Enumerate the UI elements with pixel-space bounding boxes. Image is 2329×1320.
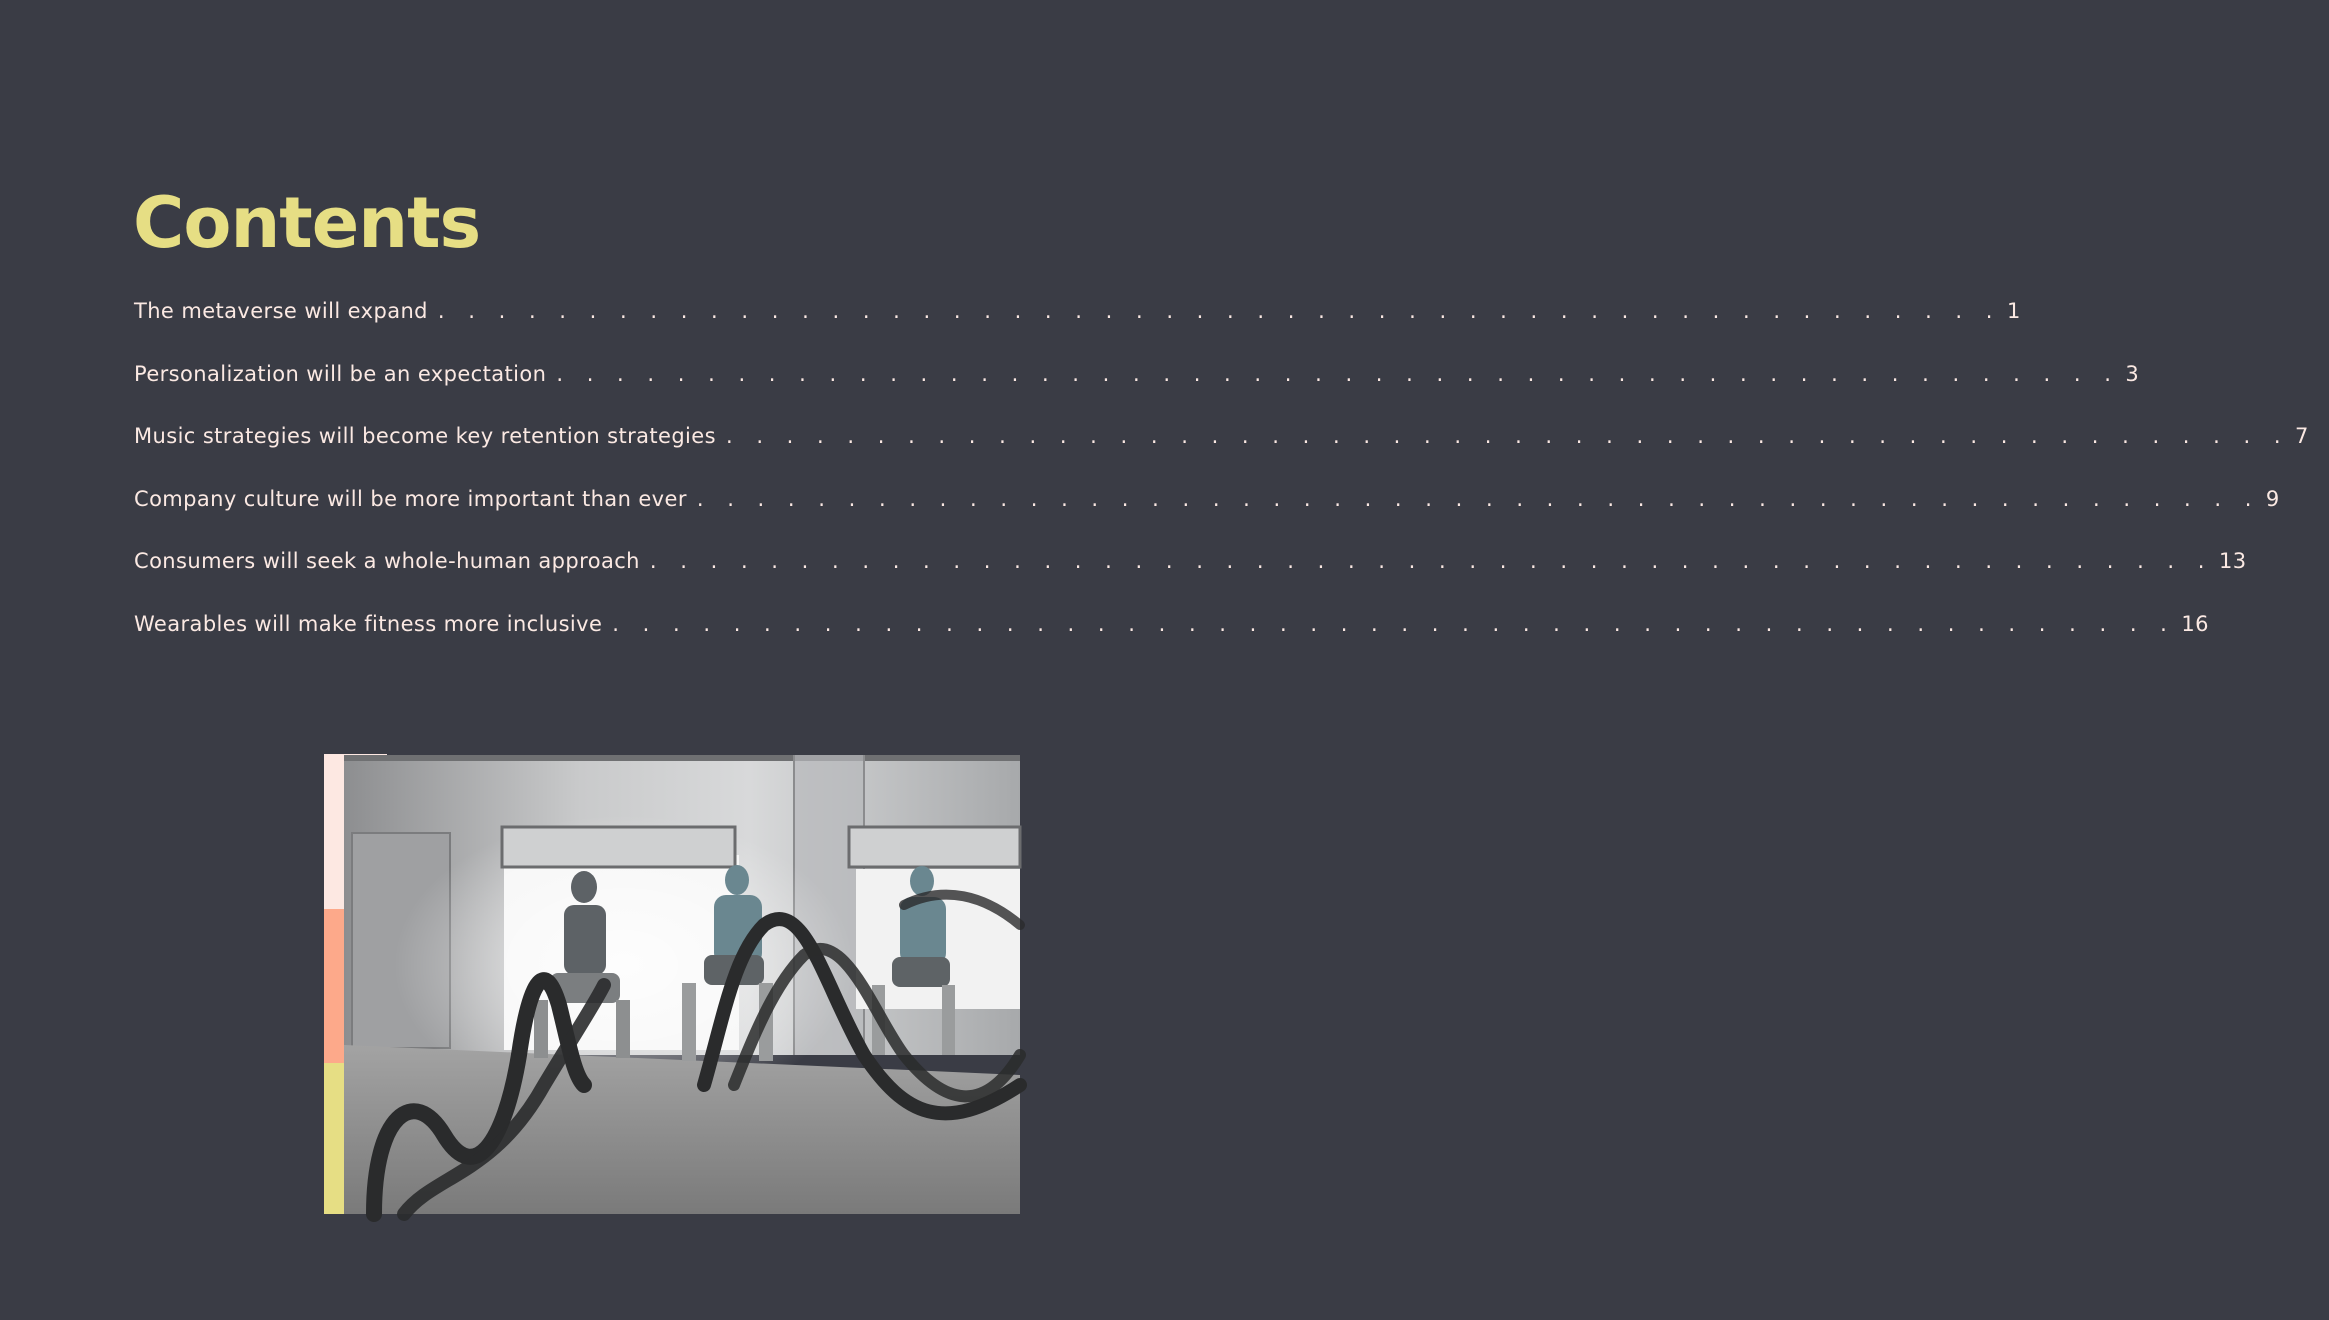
toc-item[interactable]: [134, 484, 2280, 547]
toc-item-label: Consumers will seek a whole-human approach: [134, 549, 640, 573]
accent-stripe-pink: [324, 754, 344, 909]
toc-item[interactable]: [134, 296, 2021, 359]
toc-dot-leader: . . . . . . . . . . . . . . . . . . . . . . . . . . . . . . . . . . . . . . . . . . . . . . . . . . . .: [437, 299, 2001, 323]
toc-dot-leader: . . . . . . . . . . . . . . . . . . . . . . . . . . . . . . . . . . . . . . . . . . . . . . . . . . . .: [649, 549, 2213, 573]
toc-dot-leader: . . . . . . . . . . . . . . . . . . . . . . . . . . . . . . . . . . . . . . . . . . . . . . . . . . . .: [556, 361, 2120, 386]
toc-page-number: 7: [2295, 424, 2309, 448]
toc-item-label: Wearables will make fitness more inclusive: [134, 611, 603, 636]
toc-page-number: 13: [2218, 549, 2247, 573]
toc-item[interactable]: [134, 421, 2309, 484]
toc-item-label: Personalization will be an expectation: [134, 361, 547, 386]
toc-item[interactable]: [134, 609, 2209, 672]
toc-item[interactable]: [134, 359, 2140, 422]
toc-item[interactable]: [134, 546, 2247, 609]
toc-dot-leader: . . . . . . . . . . . . . . . . . . . . . . . . . . . . . . . . . . . . . . . . . . . . . . . . . . . .: [612, 611, 2176, 636]
toc-item-label: The metaverse will expand: [134, 299, 428, 323]
toc-dot-leader: . . . . . . . . . . . . . . . . . . . . . . . . . . . . . . . . . . . . . . . . . . . . . . . . . . . .: [696, 486, 2260, 511]
toc-item-label: Company culture will be more important than ever: [134, 486, 687, 511]
toc-page-number: 1: [2006, 299, 2021, 323]
table-of-contents: [134, 296, 2309, 671]
toc-item-label: Music strategies will become key retention strategies: [134, 424, 716, 448]
page-title: Contents: [133, 182, 481, 264]
toc-page-number: 9: [2265, 486, 2280, 511]
accent-stripe-salmon: [324, 909, 344, 1063]
gym-battle-ropes-photo: [344, 755, 1020, 1214]
toc-page-number: 16: [2181, 611, 2209, 636]
toc-dot-leader: . . . . . . . . . . . . . . . . . . . . . . . . . . . . . . . . . . . . . . . . . . . . . . . . . . . .: [725, 424, 2290, 448]
accent-stripe-yellow: [324, 1063, 344, 1214]
toc-page-number: 3: [2125, 361, 2140, 386]
hero-photo-block: [324, 754, 1020, 1214]
